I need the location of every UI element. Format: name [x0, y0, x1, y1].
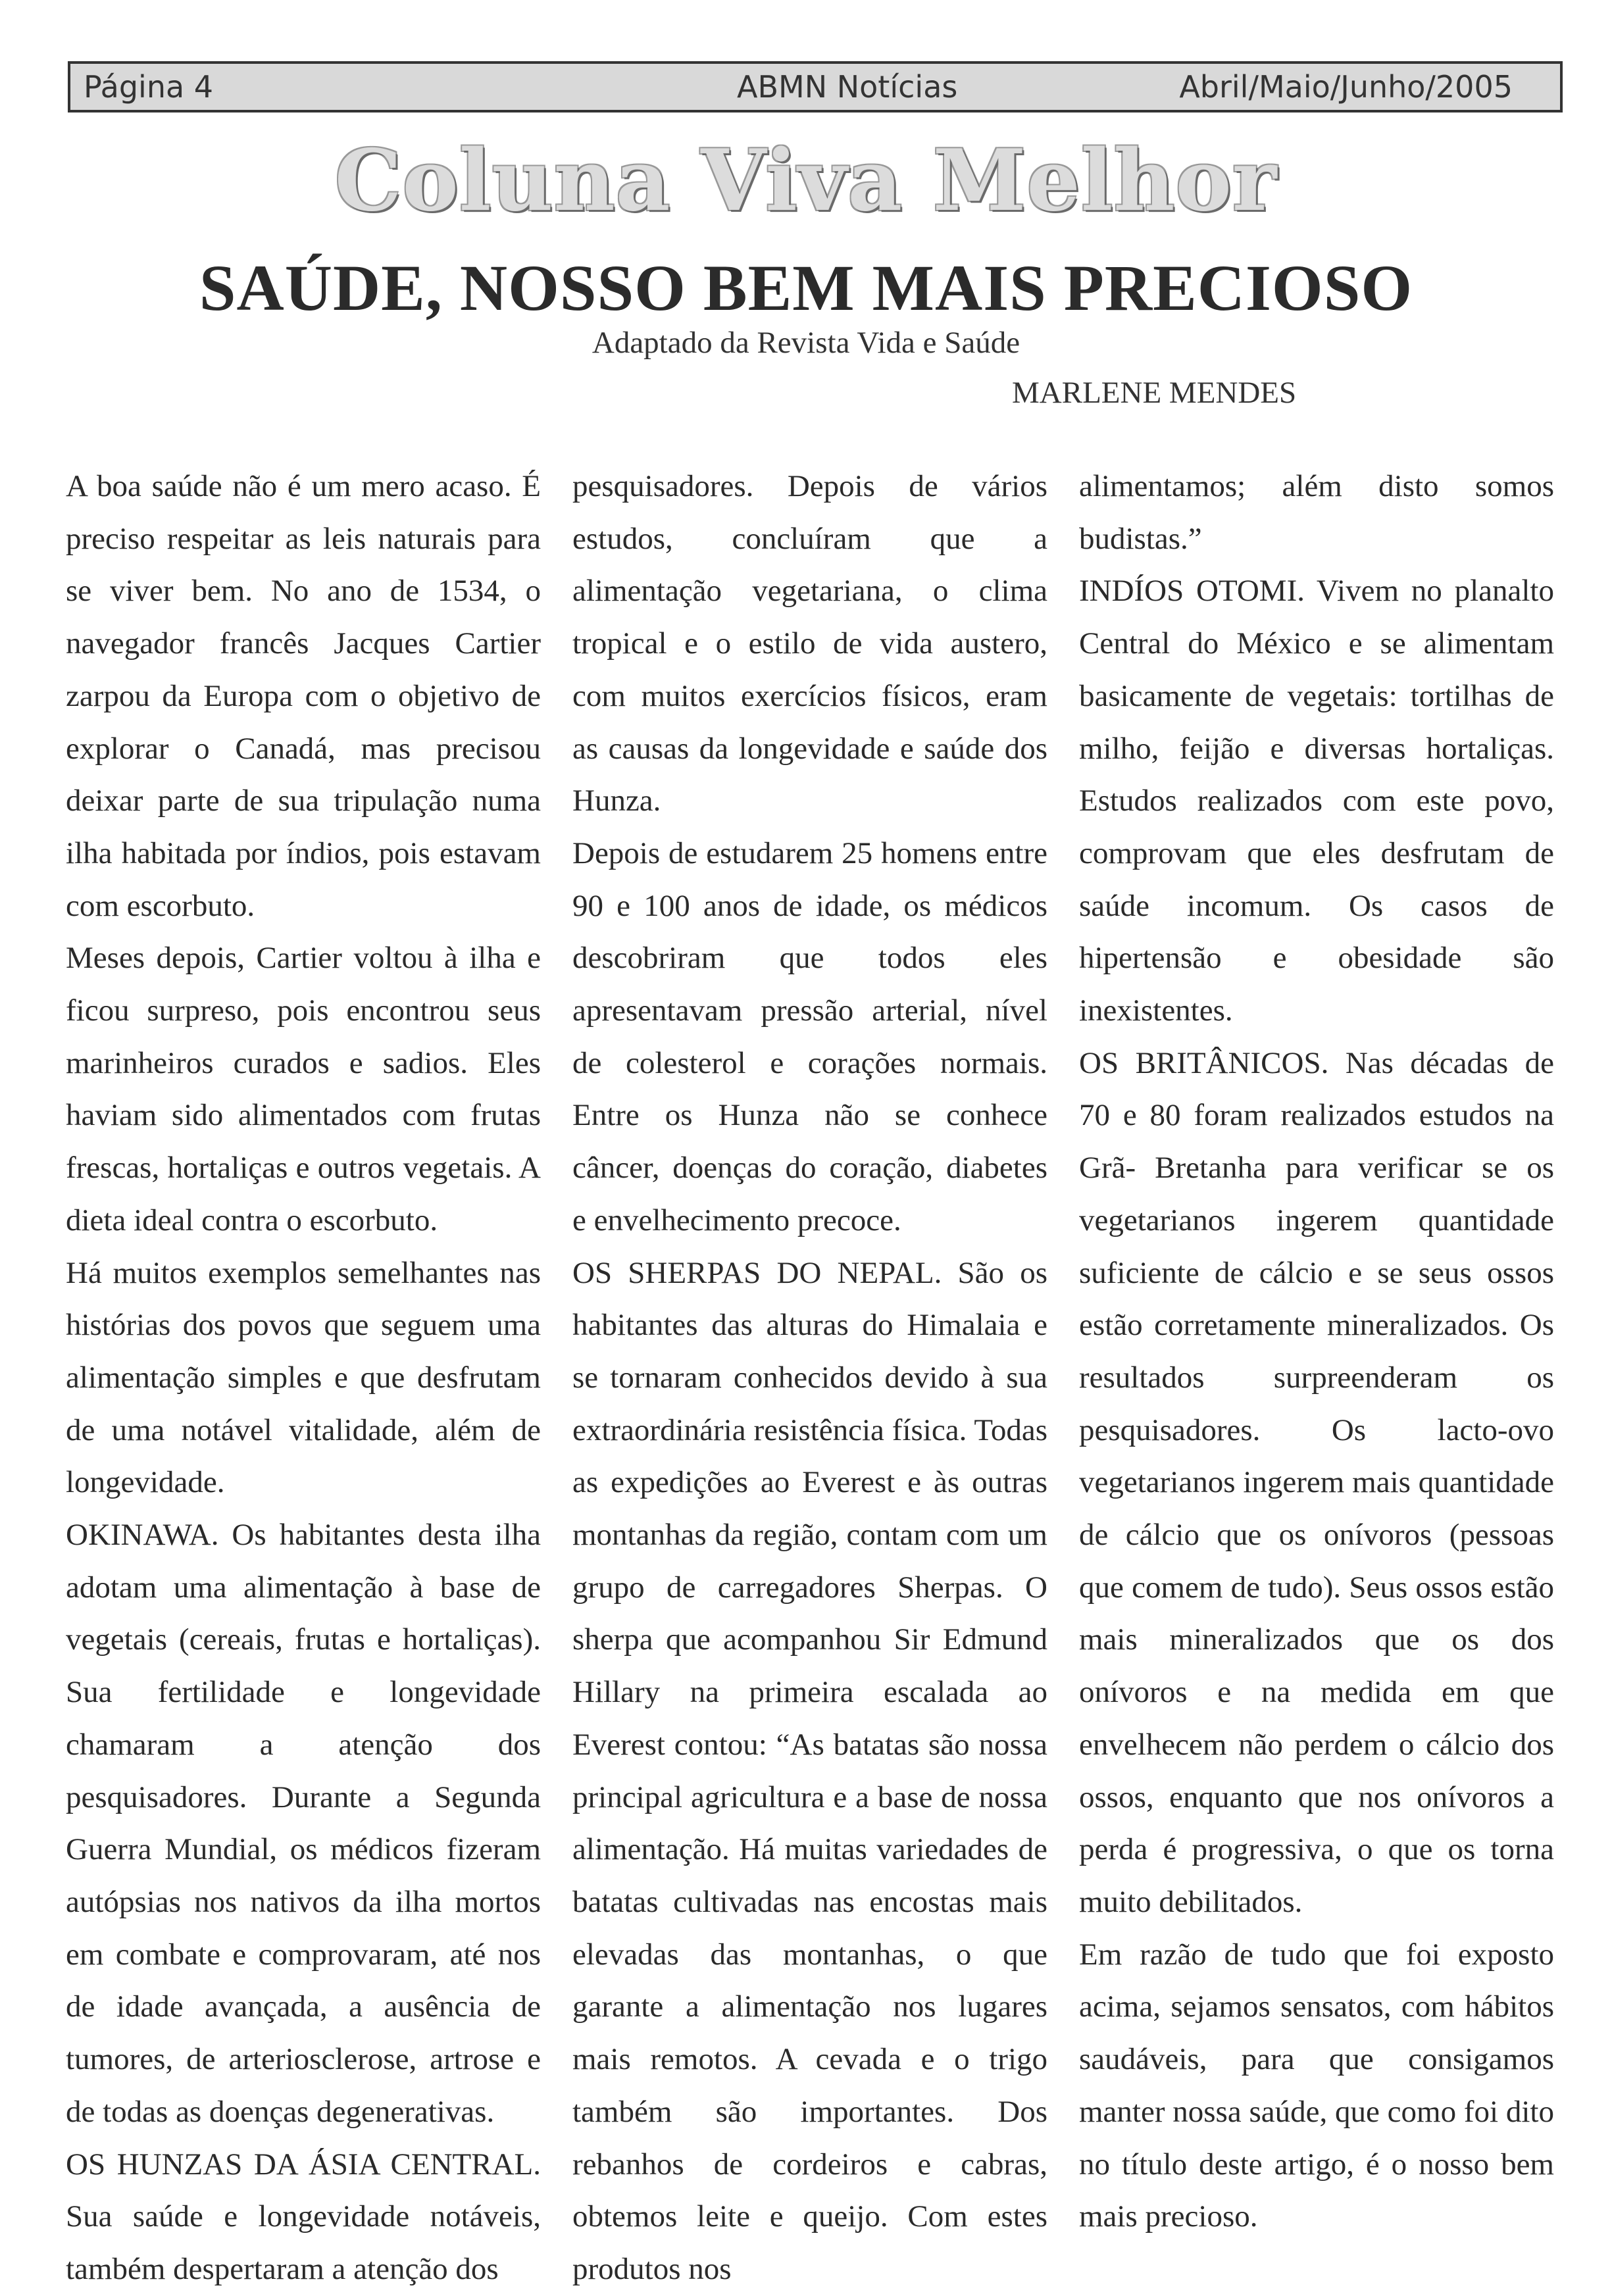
article-title: SAÚDE, NOSSO BEM MAIS PRECIOSO — [199, 251, 1413, 324]
column-title: Coluna Viva Melhor — [334, 132, 1278, 230]
paragraph: OS SHERPAS DO NEPAL. São os habitantes das alturas do Himalaia e se tornaram conhecidos devido à sua extraordinária resistência física. Todas as expedições ao Everest e às outras montanhas da região, contam com um grupo de carregadores Sherpas. O sherpa que acompanhou Sir Edmund Hillary na primeira escalada ao Everest contou: “As batatas são nossa principal agricultura e a base de nossa alimentação. Há muitas variedades de batatas cultivadas nas encostas mais elevadas das montanhas, o que garante a alimentação nos lugares mais remotos. A cevada e o trigo também são importantes. Dos rebanhos de cordeiros e cabras, obtemos leite e queijo. Com estes produtos nos — [572, 1255, 1047, 2286]
paragraph: Há muitos exemplos semelhantes nas histórias dos povos que seguem uma alimentação simples e que desfrutam de uma notável vitalidade, além de longevidade. — [66, 1255, 541, 1500]
paragraph: OKINAWA. Os habitantes desta ilha adotam uma alimentação à base de vegetais (cereais, frutas e hortaliças). Sua fertilidade e longevidade chamaram a atenção dos pesquisadores. Durante a Segunda Guerra Mundial, os médicos fizeram autópsias nos nativos da ilha mortos em combate e comprovaram, até nos de idade avançada, a ausência de tumores, de arteriosclerose, artrose e de todas as doenças degenerativas. — [66, 1518, 541, 2129]
paragraph: Em razão de tudo que foi exposto acima, sejamos sensatos, com hábitos saudáveis, para que consigamos manter nossa saúde, que como foi dito no título deste artigo, é o nosso bem mais precioso. — [1079, 1937, 1554, 2234]
paragraph: Meses depois, Cartier voltou à ilha e ficou surpreso, pois encontrou seus marinheiros curados e sadios. Eles haviam sido alimentados com frutas frescas, hortaliças e outros vegetais. A dieta ideal contra o escorbuto. — [66, 941, 541, 1237]
issue-date: Abril/Maio/Junho/2005 — [1179, 69, 1513, 105]
article-column-1 — [66, 461, 541, 2296]
paragraph: alimentamos; além disto somos budistas.” — [1079, 469, 1554, 556]
article-author: MARLENE MENDES — [1012, 376, 1297, 410]
paragraph: INDÍOS OTOMI. Vivem no planalto Central do México e se alimentam basicamente de vegetais: tortilhas de milho, feijão e diversas hortaliças. Estudos realizados com este povo, comprovam que eles desfrutam de saúde incomum. Os casos de hipertensão e obesidade são inexistentes. — [1079, 574, 1554, 1028]
page-header-bar — [68, 61, 1563, 112]
article-column-3 — [1079, 461, 1554, 2243]
paragraph: OS HUNZAS DA ÁSIA CENTRAL. Sua saúde e longevidade notáveis, também despertaram a atenção dos — [66, 2147, 541, 2286]
paragraph: OS BRITÂNICOS. Nas décadas de 70 e 80 foram realizados estudos na Grã- Bretanha para verificar se os vegetarianos ingerem quantidade suficiente de cálcio e se seus ossos estão corretamente mineralizados. Os resultados surpreenderam os pesquisadores. Os lacto-ovo vegetarianos ingerem mais quantidade de cálcio que os onívoros (pessoas que comem de tudo). Seus ossos estão mais mineralizados que os dos onívoros e na medida em que envelhecem não perdem o cálcio dos ossos, enquanto que nos onívoros a perda é progressiva, o que os torna muito debilitados. — [1079, 1045, 1554, 1919]
article-column-2 — [572, 461, 1047, 2296]
article-subtitle: Adaptado da Revista Vida e Saúde — [592, 326, 1020, 360]
paragraph: pesquisadores. Depois de vários estudos, concluíram que a alimentação vegetariana, o clima tropical e o estilo de vida austero, com muitos exercícios físicos, eram as causas da longevidade e saúde dos Hunza. — [572, 469, 1047, 818]
publication-name: ABMN Notícias — [737, 69, 958, 105]
paragraph: A boa saúde não é um mero acaso. É preciso respeitar as leis naturais para se viver bem. No ano de 1534, o navegador francês Jacques Cartier zarpou da Europa com o objetivo de explorar o Canadá, mas precisou deixar parte de sua tripulação numa ilha habitada por índios, pois estavam com escorbuto. — [66, 469, 541, 923]
page-number: Página 4 — [84, 69, 214, 105]
paragraph: Depois de estudarem 25 homens entre 90 e 100 anos de idade, os médicos descobriram que todos eles apresentavam pressão arterial, nível de colesterol e corações normais. Entre os Hunza não se conhece câncer, doenças do coração, diabetes e envelhecimento precoce. — [572, 836, 1047, 1237]
